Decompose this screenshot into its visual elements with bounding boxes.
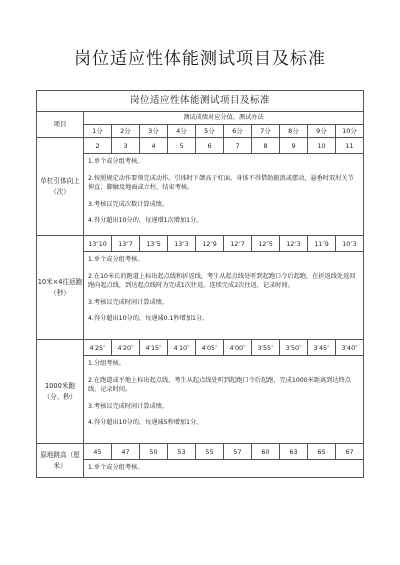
test-method-pullup: [84, 154, 364, 236]
header-note: 测试成绩对应分值、测试办法: [84, 112, 364, 125]
score-header: 7分: [252, 125, 280, 138]
test-method-1000m-run: [84, 356, 364, 444]
method-note: 4.得分超出10分的，每递减0.1秒增加1分。: [88, 315, 209, 323]
value-cell: 3: [112, 138, 140, 154]
item-label-high-jump: 原地跳高（厘米）: [37, 444, 84, 478]
test-method-high-jump: [84, 460, 364, 478]
score-header: 2分: [112, 125, 140, 138]
value-cell: 67: [336, 444, 364, 460]
item-label-1000m-run: 1000米跑（分、秒）: [37, 340, 84, 444]
standards-table: [36, 90, 364, 478]
value-cell: 13″5: [140, 236, 168, 252]
value-cell: 12″9: [196, 236, 224, 252]
value-cell: 3′45″: [308, 340, 336, 356]
value-cell: 3′55″: [252, 340, 280, 356]
value-cell: 2: [84, 138, 112, 154]
value-cell: 10: [308, 138, 336, 154]
value-cell: 4′00″: [224, 340, 252, 356]
value-cell: 4′15″: [140, 340, 168, 356]
value-cell: 7: [224, 138, 252, 154]
value-cell: 50: [140, 444, 168, 460]
value-cell: 4′25″: [84, 340, 112, 356]
method-note: 1.单个或分组考核。: [88, 464, 144, 471]
header-item-label: 项目: [37, 112, 84, 138]
value-cell: 57: [224, 444, 252, 460]
value-cell: 12″7: [224, 236, 252, 252]
value-cell: 4: [140, 138, 168, 154]
value-cell: 3′50″: [280, 340, 308, 356]
value-cell: 13″10: [84, 236, 112, 252]
table-title: 岗位适应性体能测试项目及标准: [37, 91, 364, 112]
score-header: 5分: [196, 125, 224, 138]
value-cell: 11: [336, 138, 364, 154]
value-cell: 8: [252, 138, 280, 154]
value-cell: 10″3: [336, 236, 364, 252]
method-note: 1.单个或分组考核。: [88, 158, 144, 165]
value-cell: 47: [112, 444, 140, 460]
value-cell: 5: [168, 138, 196, 154]
score-header: 6分: [224, 125, 252, 138]
item-label-shuttle-run: 10米×4往返跑（秒）: [37, 236, 84, 340]
value-cell: 55: [196, 444, 224, 460]
method-note: 3.考核以完成次数计算成绩。: [88, 200, 169, 208]
item-label-pullup: 单杠引体向上（次）: [37, 138, 84, 236]
value-cell: 60: [252, 444, 280, 460]
value-cell: 3′40″: [336, 340, 364, 356]
value-cell: 11″9: [308, 236, 336, 252]
value-cell: 4′20″: [112, 340, 140, 356]
score-header: 9分: [308, 125, 336, 138]
value-cell: 4′05″: [196, 340, 224, 356]
document-title: 岗位适应性体能测试项目及标准: [74, 49, 326, 69]
method-note: 3.考核以完成时间计算成绩。: [88, 298, 169, 306]
value-cell: 9: [280, 138, 308, 154]
test-method-shuttle-run: [84, 252, 364, 340]
value-cell: 6: [196, 138, 224, 154]
score-header: 8分: [280, 125, 308, 138]
score-header: 4分: [168, 125, 196, 138]
method-note: 4.得分超出10分的，每递增1次增加1分。: [88, 217, 203, 225]
value-cell: 65: [308, 444, 336, 460]
method-note: 1.单个或分组考核。: [88, 256, 144, 263]
value-cell: 4′10″: [168, 340, 196, 356]
value-cell: 12″3: [280, 236, 308, 252]
method-note: 2.在10米长的跑道上标出起点线和折返线，考生从起点线处听到起跑口令后起跑，在折返线处返回跑向起点线，到达起点线时为完成1次往返。连续完成2次往返，记录时间。: [88, 272, 356, 290]
value-cell: 45: [84, 444, 112, 460]
value-cell: 13″3: [168, 236, 196, 252]
value-cell: 63: [280, 444, 308, 460]
method-note: 3.考核以完成时间计算成绩。: [88, 402, 169, 410]
score-header: 10分: [336, 125, 364, 138]
method-note: 2.在跑道或平地上标出起点线，考生从起点线处听到起跑口令后起跑，完成1000米距离到达终点线，记录时间。: [88, 376, 351, 394]
value-cell: 53: [168, 444, 196, 460]
score-header: 3分: [140, 125, 168, 138]
value-cell: 12″5: [252, 236, 280, 252]
score-header: 1分: [84, 125, 112, 138]
method-note: 1.分组考核。: [88, 360, 125, 367]
value-cell: 13″7: [112, 236, 140, 252]
method-note: 4.得分超出10分的，每递减5秒增加1分。: [88, 419, 203, 427]
method-note: 2.按照规定动作要领完成动作。引体时下颌高于杠面、身体不得借助振浪或摆动，悬垂时双肘关节伸直；脚触及地面或立柱，结束考核。: [88, 174, 354, 192]
